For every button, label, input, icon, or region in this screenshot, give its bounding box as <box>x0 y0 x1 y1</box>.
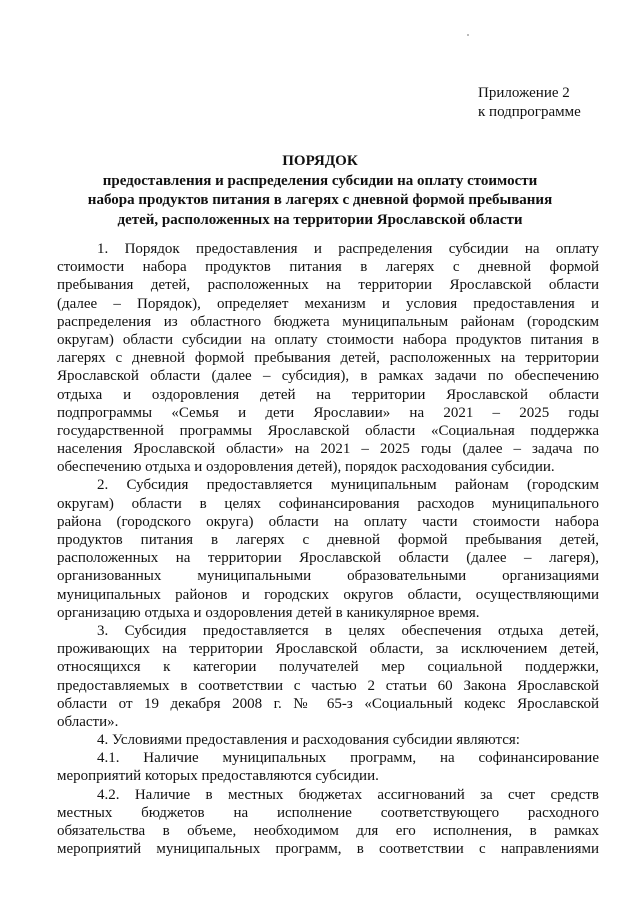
paragraph-line: мероприятий муниципальных программ, в соответствии с направлениями <box>57 841 599 858</box>
paragraph-line: района (городского округа) области на оплату части стоимости набора <box>57 513 599 530</box>
title-heading: ПОРЯДОК <box>282 153 358 169</box>
paragraph-line: 4. Условиями предоставления и расходования субсидии являются: <box>97 732 520 749</box>
paragraph-line: области от 19 декабря 2008 г. № 65-з «Социальный кодекс Ярославской <box>57 695 599 712</box>
scan-speck <box>467 34 469 36</box>
paragraph-line: 2. Субсидия предоставляется муниципальным районам (городским <box>97 477 599 494</box>
paragraph-line: подпрограммы «Семья и дети Ярославии» на 2021 – 2025 годы <box>57 404 599 421</box>
paragraph-line: организацию отдыха и оздоровления детей в каникулярное время. <box>57 604 480 621</box>
appendix-line-1: Приложение 2 <box>478 85 570 101</box>
document-body <box>57 240 599 858</box>
paragraph-line: округам) области в целях софинансирования расходов муниципального <box>57 495 599 512</box>
paragraph-line: местных бюджетов на исполнение соответствующего расходного <box>57 804 599 821</box>
paragraph-line: 4.2. Наличие в местных бюджетах ассигнований за счет средств <box>97 786 599 803</box>
title-line: предоставления и распределения субсидии на оплату стоимости <box>102 172 538 189</box>
paragraph-line: области». <box>57 713 119 730</box>
paragraph-line: муниципальных районов и городских округов области, осуществляющими <box>57 586 599 603</box>
appendix-label <box>478 84 581 122</box>
paragraph-line: относящихся к категории получателей мер социальной поддержки, <box>57 659 599 676</box>
paragraph-line: проживающих на территории Ярославской области, за исключением детей, <box>57 641 599 658</box>
paragraph-line: расположенных на территории Ярославской области (далее – лагеря), <box>57 550 599 567</box>
document-title <box>60 152 580 230</box>
paragraph-line: обеспечению отдыха и оздоровления детей), порядок расходования субсидии. <box>57 459 555 476</box>
paragraph-line: мероприятий которых предоставляются субсидии. <box>57 768 379 785</box>
paragraph-line: населения Ярославской области» на 2021 – 2025 годы (далее – задача по <box>57 441 599 458</box>
paragraph-line: лагерях с дневной формой пребывания детей, расположенных на территории <box>57 350 599 367</box>
paragraph-line: 1. Порядок предоставления и распределения субсидии на оплату <box>97 241 599 257</box>
paragraph-line: Ярославской области (далее – субсидия), в рамках задачи по обеспечению <box>57 368 599 385</box>
paragraph-line: отдыха и оздоровления детей на территории Ярославской области <box>57 386 599 403</box>
title-line: детей, расположенных на территории Ярославской области <box>117 211 523 228</box>
paragraph-line: 3. Субсидия предоставляется в целях обеспечения отдыха детей, <box>97 622 599 639</box>
paragraph-line: (далее – Порядок), определяет механизм и условия предоставления и <box>57 295 599 312</box>
paragraph-line: продуктов питания в лагерях с дневной формой пребывания детей, <box>57 532 599 548</box>
paragraph-line: пребывания детей, расположенных на территории Ярославской области <box>57 277 599 294</box>
paragraph-line: государственной программы Ярославской области «Социальная поддержка <box>57 422 599 439</box>
paragraph-line: организованных муниципальными образовательными организациями <box>57 568 599 585</box>
paragraph-line: стоимости набора продуктов питания в лагерях с дневной формой <box>57 259 599 276</box>
paragraph-line: предоставляемых в соответствии с частью 2 статьи 60 Закона Ярославской <box>57 677 599 694</box>
paragraph-line: округам) области субсидии на оплату стоимости набора продуктов питания в <box>57 331 599 348</box>
paragraph-line: распределения из областного бюджета муниципальным районам (городским <box>57 313 599 330</box>
paragraph-line: 4.1. Наличие муниципальных программ, на софинансирование <box>97 750 599 767</box>
appendix-line-2: к подпрограмме <box>478 104 581 120</box>
title-line: набора продуктов питания в лагерях с дневной формой пребывания <box>87 192 553 208</box>
paragraph-line: обязательства в объеме, необходимом для его исполнения, в рамках <box>57 823 599 839</box>
